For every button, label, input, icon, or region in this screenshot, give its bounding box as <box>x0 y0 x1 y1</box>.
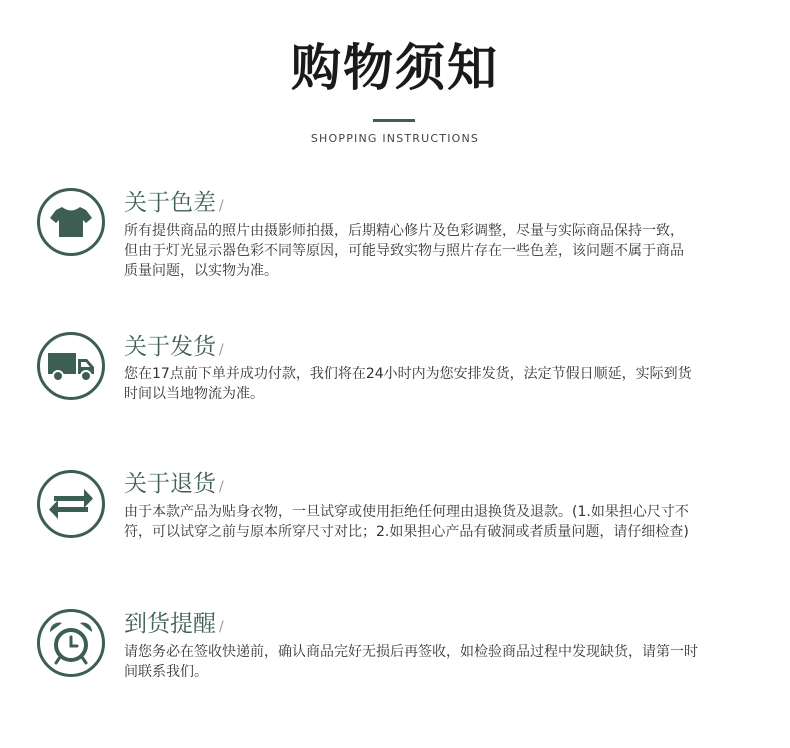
exchange-arrows-icon <box>37 470 105 538</box>
section-text <box>124 221 764 281</box>
text-line: 质量问题，以实物为准。 <box>124 263 278 279</box>
title-slash: / <box>219 619 224 635</box>
text-line: 所有提供商品的照片由摄影师拍摄，后期精心修片及色彩调整，尽量与实际商品保持一致， <box>124 223 684 239</box>
text-line: 间联系我们。 <box>124 664 208 680</box>
section-title: 关于退货 <box>124 471 216 497</box>
text-line: 符，可以试穿之前与原本所穿尺寸对比；2.如果担心产品有破洞或者质量问题，请仔细检查) <box>124 524 689 540</box>
section-text <box>124 502 764 542</box>
section-text <box>124 642 764 682</box>
text-line: 时间以当地物流为准。 <box>124 386 264 402</box>
section-title: 关于发货 <box>124 334 216 360</box>
text-line: 请您务必在签收快递前，确认商品完好无损后再签收，如检验商品过程中发现缺货，请第一时 <box>124 644 698 660</box>
title-slash: / <box>219 479 224 495</box>
text-line: 但由于灯光显示器色彩不同等原因，可能导致实物与照片存在一些色差，该问题不属于商品 <box>124 243 684 259</box>
section-title: 到货提醒 <box>124 611 216 637</box>
tshirt-icon <box>37 188 105 256</box>
alarm-clock-icon <box>37 609 105 677</box>
section-title: 关于色差 <box>124 190 216 216</box>
page-subtitle: SHOPPING INSTRUCTIONS <box>310 132 480 145</box>
text-line: 由于本款产品为贴身衣物，一旦试穿或使用拒绝任何理由退换货及退款。(1.如果担心尺寸不 <box>124 504 689 520</box>
section-text <box>124 364 764 404</box>
truck-icon <box>37 332 105 400</box>
title-slash: / <box>219 342 224 358</box>
text-line: 您在17点前下单并成功付款，我们将在24小时内为您安排发货，法定节假日顺延，实际到货 <box>124 366 692 382</box>
title-slash: / <box>219 198 224 214</box>
title-underline <box>373 119 415 122</box>
page-title: 购物须知 <box>291 39 499 97</box>
